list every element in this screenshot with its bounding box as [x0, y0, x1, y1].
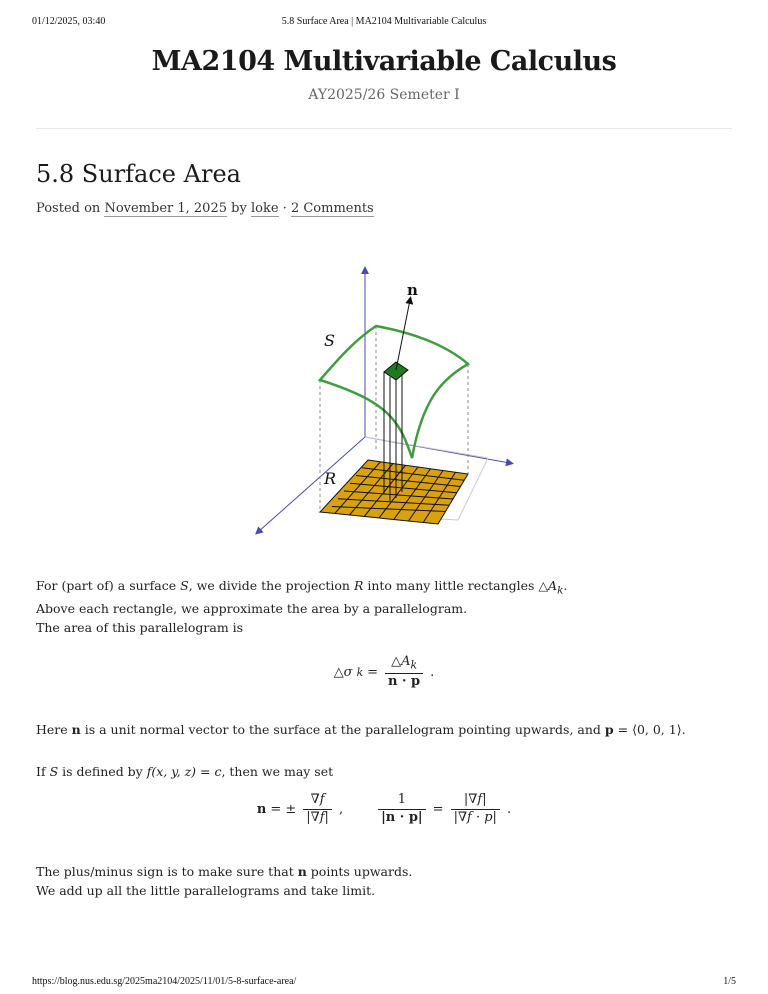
paragraph-normal: Here n is a unit normal vector to the surface at the parallelogram pointing upwards, and p = ⟨0, 0, 1⟩. [36, 722, 686, 737]
author-link[interactable]: loke [250, 201, 279, 216]
site-tagline: AY2025/26 Semeter I [308, 87, 460, 103]
region-label: R [324, 469, 337, 488]
post-date-link[interactable]: November 1, 2025 [104, 201, 227, 216]
line-2: Above each rectangle, we approximate the area by a parallelogram. [36, 600, 468, 616]
paragraph-conclusion: The plus/minus sign is to make sure that n points upwards. We add up all the little parallelograms and take limit. [36, 864, 413, 899]
comments-link[interactable]: 2 Comments [290, 201, 374, 216]
normal-vector [396, 300, 410, 370]
post-title: 5.8 Surface Area [36, 160, 241, 188]
surface-area-figure [250, 262, 520, 542]
site-header [0, 46, 768, 103]
print-page-title: 5.8 Surface Area | MA2104 Multivariable Calculus [281, 16, 487, 27]
post-meta [36, 201, 374, 216]
print-url: https://blog.nus.edu.sg/2025ma2104/2025/11/01/5-8-surface-area/ [32, 976, 297, 987]
line-1: For (part of) a surface S, we divide the projection R into many little rectangles $\triangle A_k$. [36, 578, 568, 597]
line-3: The area of this parallelogram is [36, 620, 244, 636]
site-title-link[interactable]: MA2104 Multivariable Calculus [151, 46, 617, 77]
equation-area-element: △σ k = $\frac{\triangle A_k}{n \cdot p}$ . [333, 654, 435, 689]
header-divider [36, 128, 732, 129]
posted-on-label: Posted on [36, 201, 101, 216]
surface-projection-diagram [250, 262, 520, 542]
paragraph-definition: If S is defined by f(x, y, z) = c, then we may set [36, 764, 334, 779]
surface-S [320, 326, 468, 458]
equation-normal-gradient: n = ± $\frac{\nabla f}{|\nabla f|}$ , $\frac{1}{|n \cdot p|}$ = $\frac{|\nabla f|}{|\nabla f \cdot p|}$ . [256, 792, 512, 825]
paragraph-intro [36, 576, 567, 637]
by-label: by [231, 201, 247, 216]
meta-separator: · [282, 201, 287, 216]
surface-label: S [324, 331, 335, 350]
print-page-number: 1/5 [723, 976, 736, 987]
surface-patch [384, 362, 408, 380]
print-datetime: 01/12/2025, 03:40 [32, 16, 106, 27]
normal-label: n [407, 281, 418, 299]
